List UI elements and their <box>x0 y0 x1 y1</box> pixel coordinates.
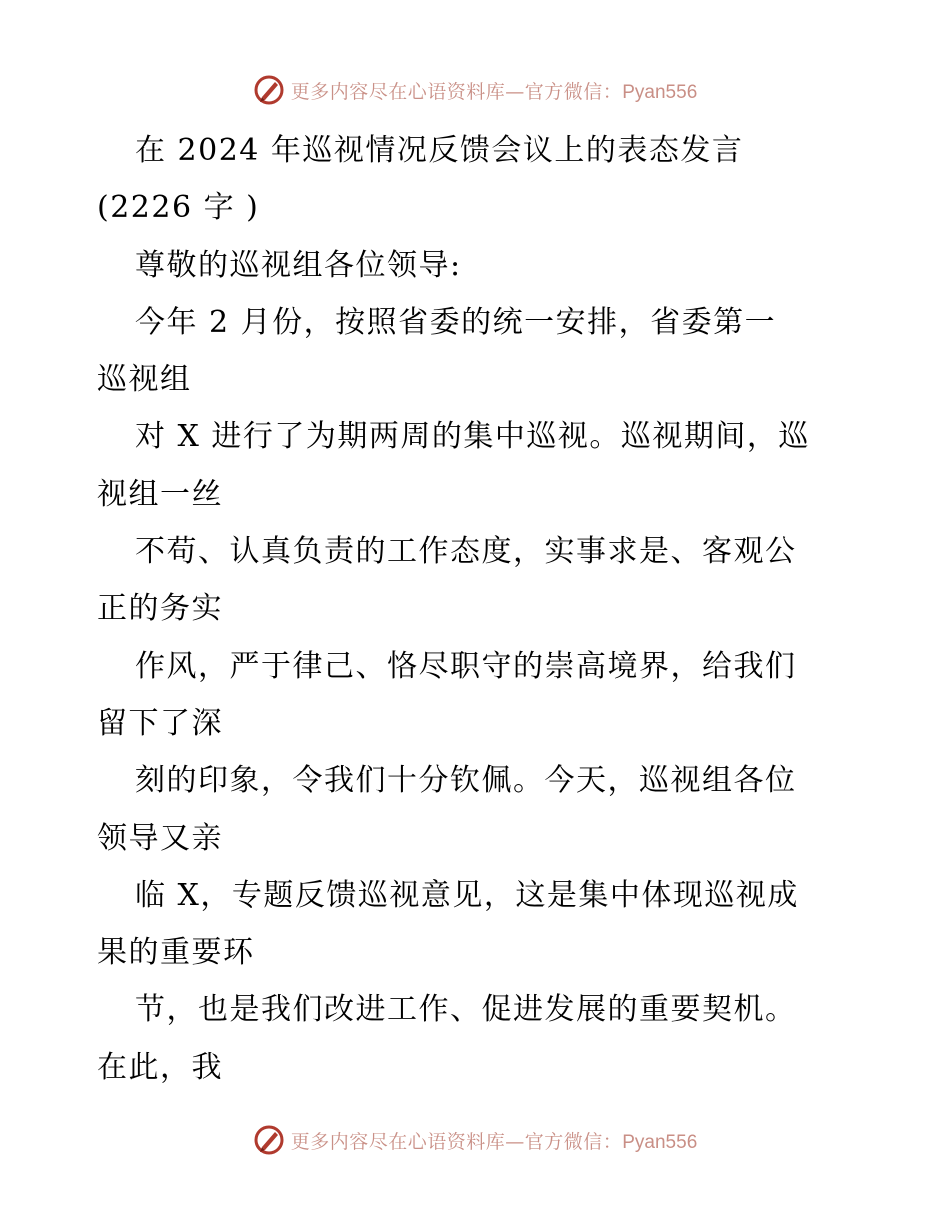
text-line: 作风，严于律己、恪尽职守的崇高境界，给我们 <box>135 648 797 684</box>
text-line: 节，也是我们改进工作、促进发展的重要契机。 <box>135 992 797 1028</box>
text-line: 不苟、认真负责的工作态度，实事求是、客观公 <box>135 534 797 570</box>
text-line: 果的重要环 <box>97 935 255 971</box>
text-line: 领导又亲 <box>97 820 223 856</box>
text-line: 对 X 进行了为期两周的集中巡视。巡视期间，巡 <box>135 419 810 455</box>
banner-handle: Pyan556 <box>622 81 698 103</box>
text-line: 临 X，专题反馈巡视意见，这是集中体现巡视成 <box>135 877 799 913</box>
banner-text <box>291 77 698 104</box>
text-line: 在此，我 <box>97 1049 223 1085</box>
text-line: 在 2024 年巡视情况反馈会议上的表态发言 <box>135 133 744 168</box>
pen-in-circle-icon <box>253 1124 285 1156</box>
footer-banner <box>0 1120 950 1160</box>
text-line: 今年 2 月份，按照省委的统一安排，省委第一 <box>135 304 777 340</box>
text-line: 巡视组 <box>97 362 192 398</box>
text-line: 正的务实 <box>97 591 223 627</box>
text-line: (2226 字 ) <box>97 190 260 226</box>
text-line: 视组一丝 <box>97 476 223 512</box>
banner-text <box>291 1127 698 1154</box>
document-body <box>97 122 857 1096</box>
pen-in-circle-icon <box>253 74 285 106</box>
banner-label: 更多内容尽在心语资料库—官方微信： <box>290 1130 623 1153</box>
text-line: 刻的印象，令我们十分钦佩。今天，巡视组各位 <box>135 763 797 799</box>
text-line: 尊敬的巡视组各位领导: <box>135 247 462 283</box>
banner-label: 更多内容尽在心语资料库—官方微信： <box>290 80 623 103</box>
text-line: 留下了深 <box>97 705 223 741</box>
header-banner <box>0 70 950 110</box>
banner-handle: Pyan556 <box>622 1131 698 1153</box>
